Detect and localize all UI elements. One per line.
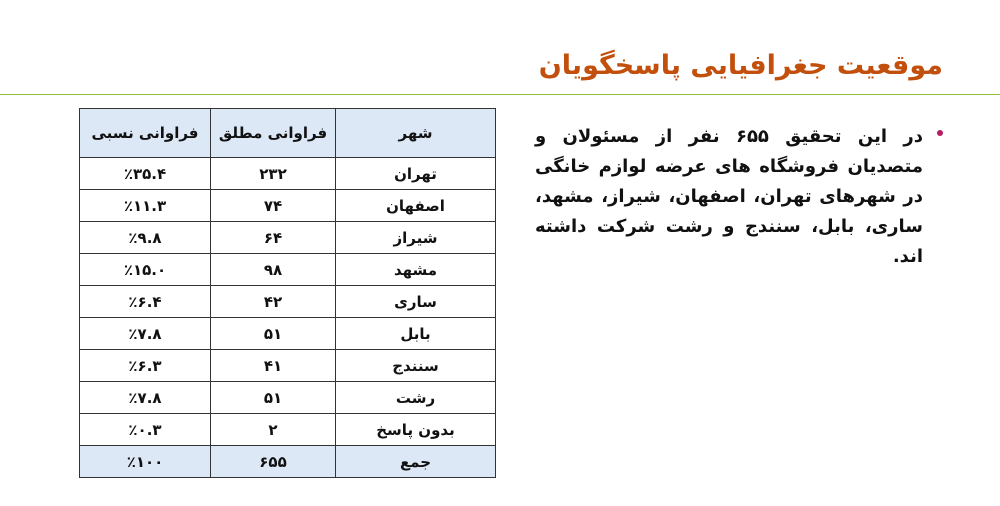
table-row bbox=[80, 382, 496, 414]
cell-city: سنندج bbox=[336, 350, 496, 382]
cell-relative: ٪۶.۴ bbox=[80, 286, 211, 318]
table-row bbox=[80, 318, 496, 350]
header-city: شهر bbox=[336, 109, 496, 158]
cell-absolute: ۴۱ bbox=[211, 350, 336, 382]
table-row bbox=[80, 158, 496, 190]
total-label: جمع bbox=[336, 446, 496, 478]
header-relative-frequency: فراوانی نسبی bbox=[80, 109, 211, 158]
bullet-block bbox=[535, 122, 923, 272]
cell-city: اصفهان bbox=[336, 190, 496, 222]
cell-city: بدون پاسخ bbox=[336, 414, 496, 446]
header-absolute-frequency: فراوانی مطلق bbox=[211, 109, 336, 158]
title-divider bbox=[0, 94, 1000, 95]
total-relative: ٪۱۰۰ bbox=[80, 446, 211, 478]
slide-title: موقعیت جغرافیایی پاسخگویان bbox=[538, 50, 943, 81]
cell-absolute: ۴۲ bbox=[211, 286, 336, 318]
bullet-icon bbox=[937, 130, 943, 136]
cell-city: ساری bbox=[336, 286, 496, 318]
cell-absolute: ۲ bbox=[211, 414, 336, 446]
table-row bbox=[80, 350, 496, 382]
cell-absolute: ۵۱ bbox=[211, 382, 336, 414]
cell-relative: ٪۶.۳ bbox=[80, 350, 211, 382]
table-total-row bbox=[80, 446, 496, 478]
cell-relative: ٪۷.۸ bbox=[80, 318, 211, 350]
cell-city: مشهد bbox=[336, 254, 496, 286]
cell-city: تهران bbox=[336, 158, 496, 190]
bullet-text: در این تحقیق ۶۵۵ نفر از مسئولان و متصدیان فروشگاه های عرضه لوازم خانگی در شهرهای تهران، اصفهان، شیراز، مشهد، ساری، بابل، سنندج و رشت شرکت داشته اند. bbox=[535, 126, 923, 267]
table-row bbox=[80, 190, 496, 222]
table-row bbox=[80, 286, 496, 318]
cell-absolute: ۶۴ bbox=[211, 222, 336, 254]
cell-absolute: ۲۳۲ bbox=[211, 158, 336, 190]
cell-relative: ٪۹.۸ bbox=[80, 222, 211, 254]
total-absolute: ۶۵۵ bbox=[211, 446, 336, 478]
cell-relative: ٪۷.۸ bbox=[80, 382, 211, 414]
table-header-row bbox=[80, 109, 496, 158]
cell-relative: ٪۳۵.۴ bbox=[80, 158, 211, 190]
cell-absolute: ۵۱ bbox=[211, 318, 336, 350]
cell-city: بابل bbox=[336, 318, 496, 350]
cell-city: شیراز bbox=[336, 222, 496, 254]
table-row bbox=[80, 414, 496, 446]
table-row bbox=[80, 222, 496, 254]
cell-absolute: ۷۴ bbox=[211, 190, 336, 222]
table-row bbox=[80, 254, 496, 286]
cell-city: رشت bbox=[336, 382, 496, 414]
cell-relative: ٪۱۵.۰ bbox=[80, 254, 211, 286]
respondents-table bbox=[79, 108, 496, 478]
cell-relative: ٪۱۱.۳ bbox=[80, 190, 211, 222]
cell-absolute: ۹۸ bbox=[211, 254, 336, 286]
cell-relative: ٪۰.۳ bbox=[80, 414, 211, 446]
